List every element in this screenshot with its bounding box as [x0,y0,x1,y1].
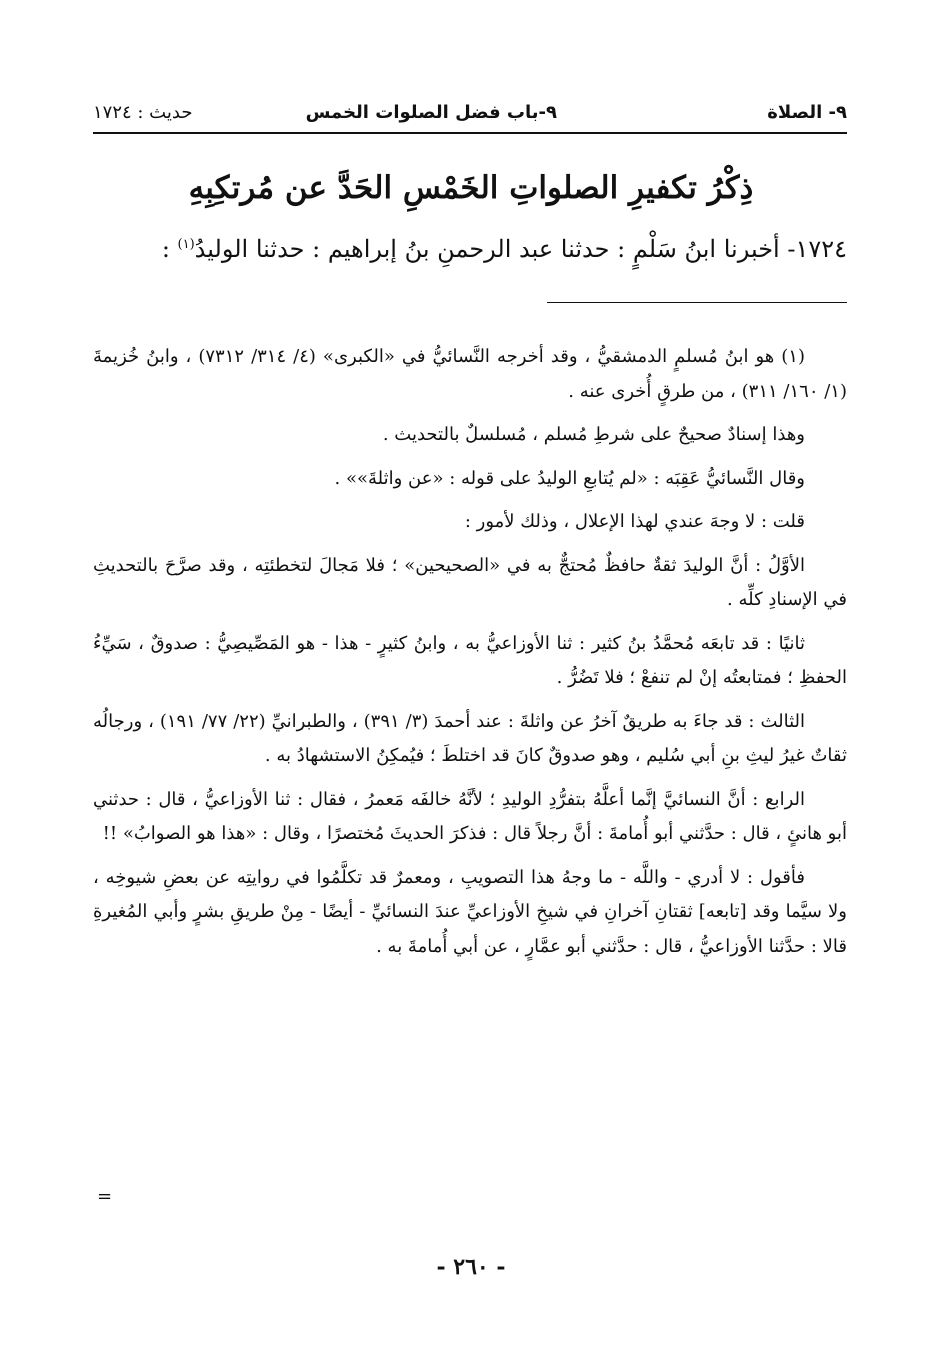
running-header [93,98,847,134]
footnote-paragraph: وقال النَّسائيُّ عَقِبَه : «لم يُتابعِ الوليدُ على قوله : «عن واثلةَ»» . [334,467,805,489]
page-number: - ٢٦٠ - [436,1254,506,1280]
footnote-marker: (١) [177,237,195,252]
footnote-paragraph: وهذا إسنادٌ صحيحٌ على شرطِ مُسلم ، مُسلسلٌ بالتحديث . [382,424,805,445]
header-hadith-ref: حديث : ١٧٢٤ [93,102,193,123]
footnote-paragraph: الثالث : قد جاءَ به طريقٌ آخرُ عن واثلةَ : عند أحمدَ (٣/ ٣٩١) ، والطبرانيِّ (٢٢/ ٧٧/ ١٩١) ، ورجالُه ثقاتٌ غيرُ ليثِ بنِ أبي سُليم ، وهو صدوقٌ كانَ قد اختلطَ ؛ فيُمكِنُ الاستشهادُ به . [93,710,847,766]
footnote-1: (١) هو ابنُ مُسلمٍ الدمشقيُّ ، وقد أخرجه النَّسائيُّ في «الكبرى» (٤/ ٣١٤/ ٧٣١٢) ، وابنُ خُزيمةَ (١/ ١٦٠/ ٣١١) ، من طرقٍ أُخرى عنه . [93,346,847,402]
continuation-mark: = [97,1186,113,1207]
hadith-chain: ١٧٢٤- أخبرنا ابنُ سَلْمٍ : حدثنا عبد الرحمنِ بنُ إبراهيم : حدثنا الوليدُ [194,235,847,263]
header-section: ٩- الصلاة [767,102,847,123]
footnote-paragraph: قلت : لا وجهَ عندي لهذا الإعلال ، وذلك لأمور : [464,511,805,532]
footnote-paragraph: ثانيًا : قد تابعَه مُحمَّدُ بنُ كثير : ثنا الأوزاعيُّ به ، وابنُ كثيرٍ - هذا - هو المَصِّيصِيُّ : صدوقٌ ، سَيِّءُ الحفظِ ؛ فمتابعتُه إنْ لم تنفعْ ؛ فلا تَضُرُّ . [93,632,847,688]
chapter-title: ذِكْرُ تكفيرِ الصلواتِ الخَمْسِ الحَدَّ عن مُرتكِبِهِ [188,170,754,206]
footnote-paragraph: الأوَّلُ : أنَّ الوليدَ ثقةٌ حافظٌ مُحتجٌّ به في «الصحيحين» ؛ فلا مَجالَ لتخطئتِه ، وقد صرَّحَ بالتحديثِ في الإسنادِ كلِّه . [93,554,847,610]
hadith-text [95,235,847,263]
footnotes [93,340,847,973]
footnote-divider [547,302,847,303]
footnote-paragraph: الرابع : أنَّ النسائيَّ إنَّما أعلَّهُ بتفرُّدِ الوليدِ ؛ لأنَّهُ خالفَه مَعمرُ ، فقال : ثنا الأوزاعيُّ ، قال : حدثني أبو هانئٍ ، قال : حدَّثني أبو أُمامةَ : أنَّ رجلاً قال : فذكرَ الحديثَ مُختصرًا ، وقال : «هذا هو الصوابُ» !! [93,788,847,844]
hadith-tail: : [161,235,178,263]
footnote-paragraph: فأقول : لا أدري - واللَّه - ما وجهُ هذا التصويبِ ، ومعمرٌ قد تكلَّمُوا في روايتِه عن بعضِ شيوخِه ، ولا سيَّما وقد [تابعه] ثقتانِ آخرانِ في شيخِ الأوزاعيِّ عندَ النسائيِّ - أيضًا - مِنْ طريقِ بشرٍ وأبي المُغيرةِ قالا : حدَّثنا الأوزاعيُّ ، قال : حدَّثني أبو عمَّارٍ ، عن أبي أُمامةَ به . [93,866,848,957]
header-chapter: ٩-باب فضل الصلوات الخمس [305,102,557,123]
